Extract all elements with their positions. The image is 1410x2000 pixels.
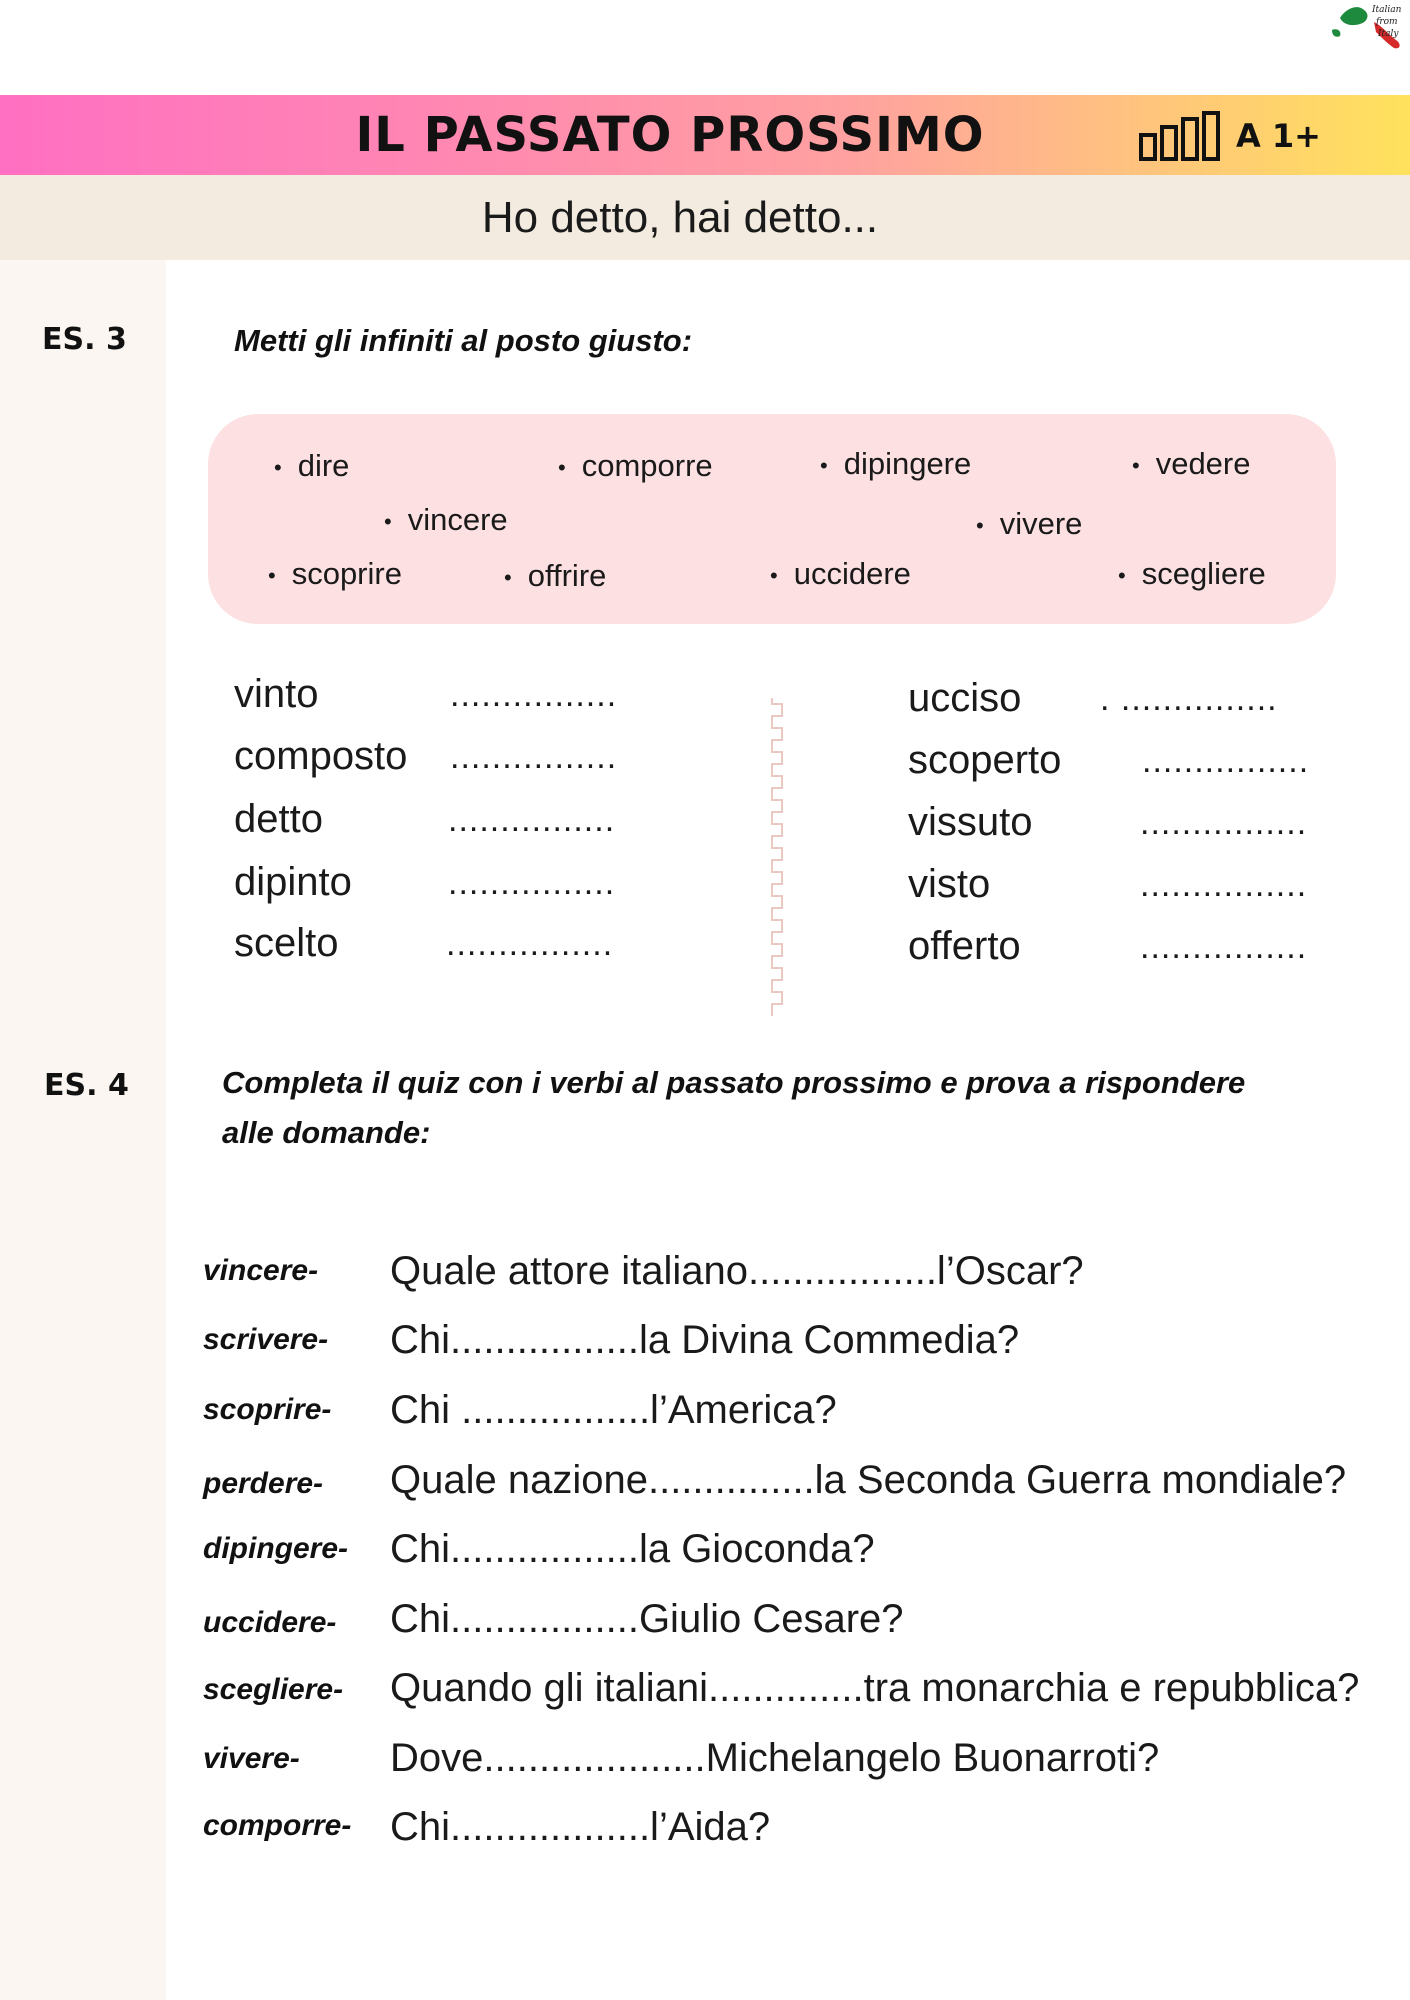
- word-bank-item: • offrire: [504, 558, 606, 594]
- word-bank-item: • dipingere: [820, 446, 971, 482]
- exercise-3-label: ES. 3: [42, 322, 127, 357]
- quiz-verb: scrivere-: [203, 1323, 329, 1356]
- svg-text:from: from: [1376, 17, 1398, 27]
- word-bank-item: • dire: [274, 448, 349, 484]
- participle-word: vinto: [234, 672, 319, 716]
- quiz-verb: scoprire-: [203, 1393, 332, 1426]
- quiz-verb: dipingere-: [203, 1532, 349, 1565]
- quiz-verb: uccidere-: [203, 1606, 337, 1639]
- participle-word: visto: [908, 862, 991, 906]
- quiz-question: Dove....................Michelangelo Buonarroti?: [390, 1736, 1160, 1780]
- answer-blank[interactable]: ................: [1140, 866, 1308, 904]
- answer-blank[interactable]: ................: [1140, 804, 1308, 842]
- left-margin-strip: [0, 260, 166, 2000]
- answer-blank[interactable]: ................: [450, 738, 618, 776]
- quiz-question: Chi..................l’Aida?: [390, 1805, 771, 1849]
- answer-blank[interactable]: ................: [448, 864, 616, 902]
- quiz-question: Chi.................Giulio Cesare?: [390, 1597, 904, 1641]
- quiz-question: Quando gli italiani..............tra monarchia e repubblica?: [390, 1666, 1360, 1710]
- answer-blank[interactable]: ................: [1140, 928, 1308, 966]
- italy-map-icon: [1330, 0, 1410, 58]
- quiz-verb: perdere-: [203, 1467, 324, 1500]
- participle-word: scelto: [234, 921, 339, 965]
- quiz-verb: vincere-: [203, 1254, 319, 1287]
- word-bank-item: • uccidere: [770, 556, 911, 592]
- word-bank-item: • vedere: [1132, 446, 1251, 482]
- italy-logo: [1330, 0, 1410, 58]
- page-subtitle: Ho detto, hai detto...: [481, 193, 879, 242]
- wavy-divider: [768, 698, 786, 1016]
- svg-text:Italy: Italy: [1378, 29, 1399, 39]
- answer-blank[interactable]: ................: [450, 676, 618, 714]
- title-banner: [0, 95, 1410, 175]
- participle-word: composto: [234, 734, 408, 778]
- participle-word: vissuto: [908, 800, 1033, 844]
- exercise-3-instruction: Metti gli infiniti al posto giusto:: [234, 323, 693, 358]
- participle-word: ucciso: [908, 676, 1022, 720]
- quiz-verb: vivere-: [203, 1742, 300, 1775]
- participle-word: offerto: [908, 924, 1021, 968]
- word-bank-item: • scegliere: [1118, 556, 1266, 592]
- quiz-question: Chi.................la Gioconda?: [390, 1527, 875, 1571]
- answer-blank[interactable]: ................: [448, 801, 616, 839]
- level-badge: A 1+: [1236, 117, 1321, 155]
- participle-word: dipinto: [234, 860, 352, 904]
- level-bars-icon: [1138, 111, 1226, 161]
- participle-word: scoperto: [908, 738, 1062, 782]
- quiz-question: Quale nazione...............la Seconda Guerra mondiale?: [390, 1458, 1347, 1502]
- quiz-verb: comporre-: [203, 1809, 352, 1842]
- answer-blank[interactable]: ................: [446, 925, 614, 963]
- quiz-question: Chi.................la Divina Commedia?: [390, 1318, 1020, 1362]
- word-bank-item: • scoprire: [268, 556, 402, 592]
- exercise-4-instruction-line-1: Completa il quiz con i verbi al passato prossimo e prova a rispondere: [222, 1065, 1246, 1100]
- quiz-verb: scegliere-: [203, 1673, 344, 1706]
- exercise-4-instruction-line-2: alle domande:: [222, 1115, 431, 1150]
- answer-blank[interactable]: ................: [1142, 742, 1310, 780]
- subtitle-banner: [0, 175, 1410, 260]
- participle-word: detto: [234, 797, 323, 841]
- exercise-4-label: ES. 4: [44, 1068, 129, 1103]
- word-bank-item: • vivere: [976, 506, 1082, 542]
- page-title: IL PASSATO PROSSIMO: [355, 107, 985, 163]
- quiz-question: Quale attore italiano.................l’Oscar?: [390, 1249, 1084, 1293]
- word-bank-box: [208, 414, 1336, 624]
- word-bank-item: • comporre: [558, 448, 713, 484]
- answer-blank[interactable]: . ...............: [1100, 680, 1278, 718]
- quiz-question: Chi .................l’America?: [390, 1388, 837, 1432]
- word-bank-item: • vincere: [384, 502, 508, 538]
- svg-text:Italian: Italian: [1372, 5, 1402, 15]
